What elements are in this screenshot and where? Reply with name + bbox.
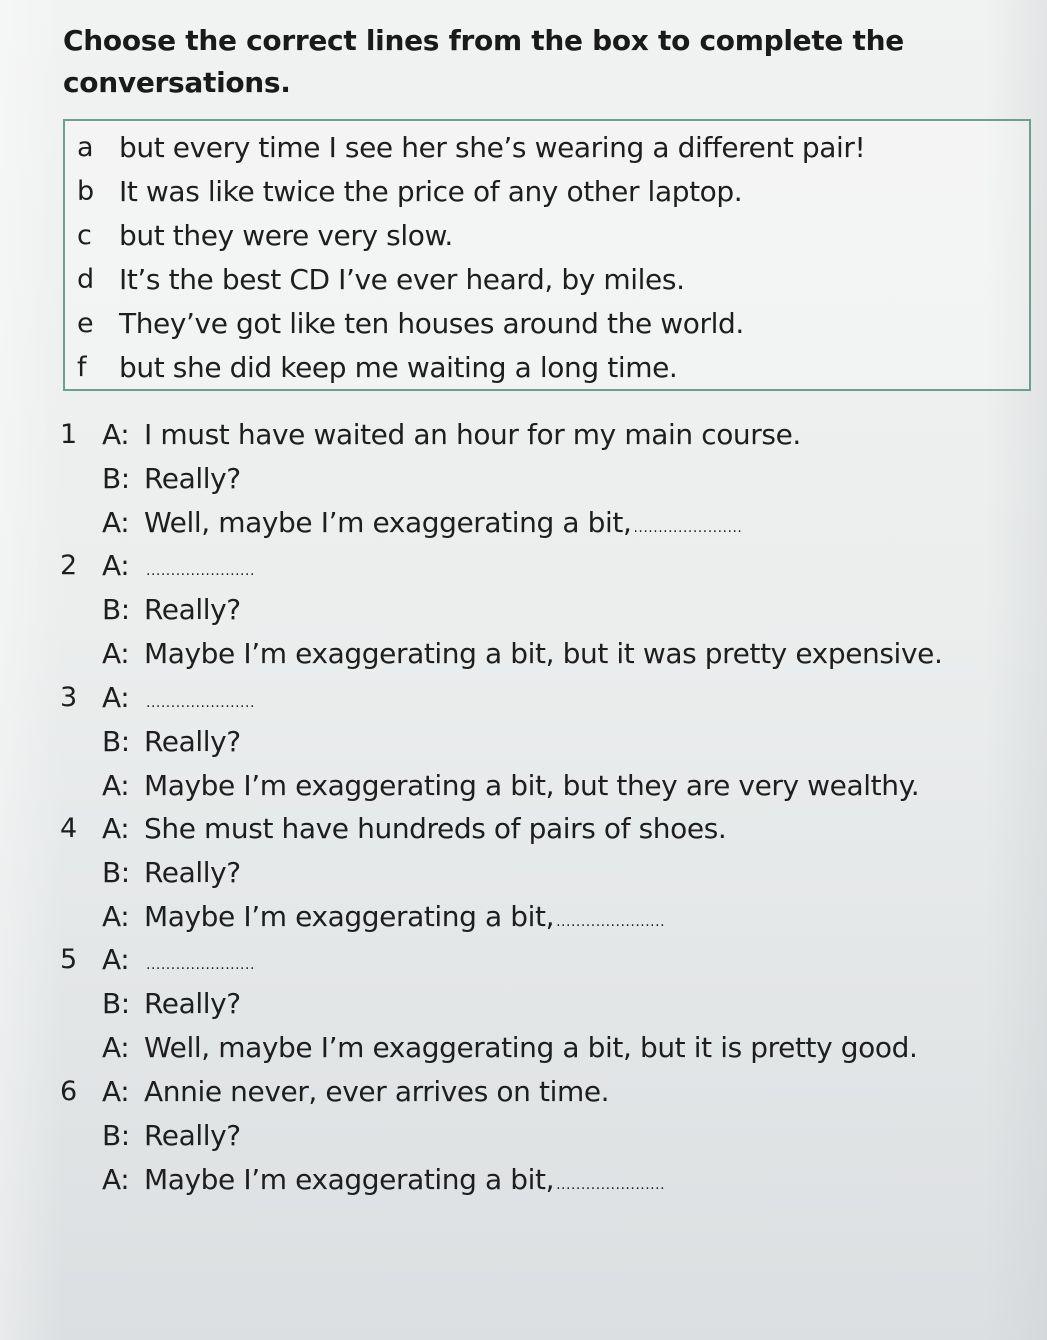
conversation-4-line-3 bbox=[60, 894, 665, 938]
answer-blank[interactable]: ...................... bbox=[556, 1177, 666, 1193]
conversation-6-line-1 bbox=[60, 1069, 611, 1113]
speaker-label: A: bbox=[102, 680, 130, 714]
line-text: Maybe I’m exaggerating a bit, bbox=[144, 1162, 555, 1196]
conversation-number: 1 bbox=[60, 418, 77, 450]
conversation-4-line-1 bbox=[60, 806, 728, 850]
conversation-3-line-3 bbox=[60, 763, 921, 807]
option-f bbox=[77, 345, 677, 389]
exercise-instruction: Choose the correct lines from the box to complete the conversations. bbox=[63, 24, 904, 99]
conversation-number: 5 bbox=[60, 943, 77, 975]
line-text: She must have hundreds of pairs of shoes. bbox=[144, 811, 727, 845]
conversation-number: 6 bbox=[60, 1075, 77, 1107]
conversation-number: 2 bbox=[60, 549, 77, 581]
line-text: Well, maybe I’m exaggerating a bit, bbox=[144, 505, 632, 539]
speaker-label: A: bbox=[102, 942, 130, 976]
option-d bbox=[77, 257, 685, 301]
answer-blank[interactable]: ...................... bbox=[146, 957, 255, 973]
conversation-6-line-3 bbox=[60, 1157, 665, 1201]
option-letter: f bbox=[77, 351, 87, 383]
speaker-label: B: bbox=[102, 724, 130, 758]
option-e bbox=[77, 301, 744, 345]
speaker-label: A: bbox=[102, 811, 130, 845]
speaker-label: A: bbox=[102, 899, 130, 933]
speaker-label: B: bbox=[102, 461, 130, 495]
speaker-label: A: bbox=[102, 417, 130, 451]
option-text: They’ve got like ten houses around the world. bbox=[119, 306, 744, 340]
conversation-2-line-2 bbox=[60, 587, 243, 631]
option-letter: a bbox=[77, 131, 94, 163]
line-text: Really? bbox=[144, 986, 241, 1020]
line-text: Really? bbox=[144, 724, 241, 758]
answer-blank[interactable]: ...................... bbox=[633, 520, 743, 536]
conversation-2-line-1 bbox=[60, 543, 255, 587]
speaker-label: A: bbox=[102, 505, 130, 539]
option-text: but every time I see her she’s wearing a different pair! bbox=[119, 130, 866, 164]
conversation-1-line-2 bbox=[60, 456, 243, 500]
line-text: Maybe I’m exaggerating a bit, but they are very wealthy. bbox=[144, 768, 920, 802]
line-text: Really? bbox=[144, 592, 241, 626]
speaker-label: B: bbox=[102, 855, 130, 889]
speaker-label: A: bbox=[102, 548, 130, 582]
line-text: Well, maybe I’m exaggerating a bit, but it is pretty good. bbox=[144, 1030, 918, 1064]
option-b bbox=[77, 169, 742, 213]
line-text: Maybe I’m exaggerating a bit, bbox=[144, 899, 555, 933]
speaker-label: A: bbox=[102, 1030, 130, 1064]
conversation-4-line-2 bbox=[60, 850, 243, 894]
speaker-label: A: bbox=[102, 1162, 130, 1196]
line-text: Really? bbox=[144, 855, 241, 889]
speaker-label: B: bbox=[102, 592, 130, 626]
conversation-6-line-2 bbox=[60, 1113, 243, 1157]
option-letter: d bbox=[77, 263, 94, 295]
option-text: but she did keep me waiting a long time. bbox=[119, 350, 678, 384]
line-text: I must have waited an hour for my main course. bbox=[144, 417, 801, 451]
conversation-2-line-3 bbox=[60, 631, 944, 675]
option-text: It’s the best CD I’ve ever heard, by miles. bbox=[119, 262, 685, 296]
line-text: Really? bbox=[144, 1118, 241, 1152]
speaker-label: B: bbox=[102, 1118, 130, 1152]
conversation-number: 3 bbox=[60, 681, 77, 713]
line-text: Annie never, ever arrives on time. bbox=[144, 1074, 610, 1108]
conversation-1-line-1 bbox=[60, 412, 803, 456]
option-a bbox=[77, 125, 865, 169]
conversation-3-line-1 bbox=[60, 675, 255, 719]
conversation-3-line-2 bbox=[60, 719, 243, 763]
answer-options-box bbox=[63, 119, 1031, 391]
answer-blank[interactable]: ...................... bbox=[146, 563, 255, 579]
option-letter: b bbox=[77, 175, 94, 207]
conversation-5-line-1 bbox=[60, 937, 255, 981]
option-c bbox=[77, 213, 453, 257]
line-text: Really? bbox=[144, 461, 241, 495]
option-text: It was like twice the price of any other laptop. bbox=[119, 174, 743, 208]
option-text: but they were very slow. bbox=[119, 218, 453, 252]
conversation-number: 4 bbox=[60, 812, 77, 844]
option-letter: c bbox=[77, 219, 92, 251]
line-text: Maybe I’m exaggerating a bit, but it was pretty expensive. bbox=[144, 636, 943, 670]
answer-blank[interactable]: ...................... bbox=[146, 695, 255, 711]
speaker-label: A: bbox=[102, 768, 130, 802]
conversation-5-line-2 bbox=[60, 981, 243, 1025]
conversation-5-line-3 bbox=[60, 1025, 920, 1069]
conversation-1-line-3 bbox=[60, 500, 742, 544]
speaker-label: A: bbox=[102, 1074, 130, 1108]
option-letter: e bbox=[77, 307, 94, 339]
answer-blank[interactable]: ...................... bbox=[556, 914, 666, 930]
speaker-label: A: bbox=[102, 636, 130, 670]
speaker-label: B: bbox=[102, 986, 130, 1020]
